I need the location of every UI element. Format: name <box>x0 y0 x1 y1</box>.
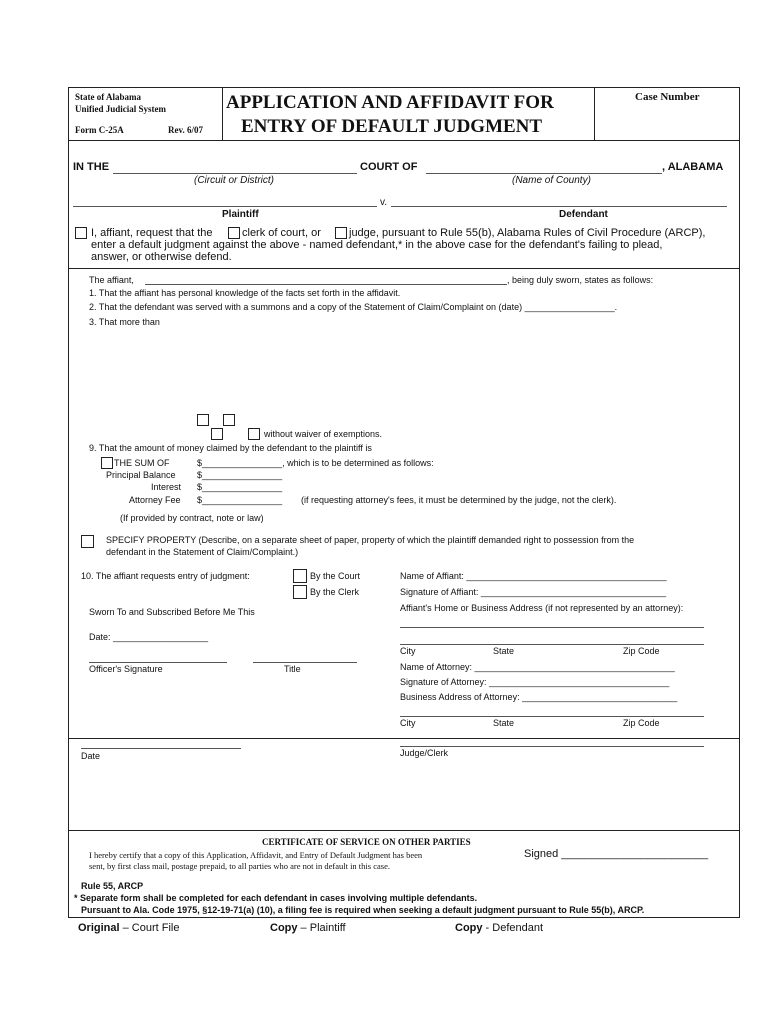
signature-of-affiant[interactable]: Signature of Affiant: _____________________________________ <box>400 587 667 597</box>
copy-plaintiff-label: Copy <box>270 922 298 934</box>
item-2: 2. That the defendant was served with a summons and a copy of the Statement of Claim/Complaint on (date) __________________. <box>89 302 618 312</box>
title-label: Title <box>284 664 301 674</box>
specify-property-line1: SPECIFY PROPERTY (Describe, on a separate sheet of paper, property of which the plaintiff demanded right to possession from the <box>106 535 635 545</box>
sworn-date-field[interactable]: Date: ___________________ <box>89 632 209 642</box>
signature-of-attorney[interactable]: Signature of Attorney: ____________________________________ <box>400 677 670 687</box>
court-type-field[interactable] <box>113 173 357 174</box>
without-waiver-checkbox[interactable] <box>248 428 260 440</box>
county-field[interactable] <box>426 173 662 174</box>
affiant-name-field[interactable] <box>145 284 507 285</box>
affiant-address-line2[interactable] <box>400 644 704 645</box>
judge-checkbox[interactable] <box>335 227 347 239</box>
request-part2: clerk of court, or <box>242 227 321 239</box>
attorney-fee-note: (if requesting attorney's fees, it must be determined by the judge, not the clerk). <box>301 495 617 505</box>
form-title-line2: ENTRY OF DEFAULT JUDGMENT <box>241 116 543 137</box>
principal-field[interactable]: $________________ <box>197 470 283 480</box>
certificate-line2: sent, by first class mail, postage prepaid, to all parties who are not in default in this case. <box>89 861 390 871</box>
affiant-request-checkbox[interactable] <box>75 227 87 239</box>
affiant-address-line1[interactable] <box>400 627 704 628</box>
original-label: Original <box>78 922 120 934</box>
business-address[interactable]: Business Address of Attorney: _______________________________ <box>400 692 678 702</box>
officer-signature-label: Officer's Signature <box>89 664 163 674</box>
option-checkbox-a[interactable] <box>197 414 209 426</box>
without-waiver-label: without waiver of exemptions. <box>264 429 383 439</box>
defendant-field[interactable] <box>391 206 727 207</box>
zip-label-2: Zip Code <box>623 718 660 728</box>
request-part1: I, affiant, request that the <box>91 227 213 239</box>
footer-note-2: Pursuant to Ala. Code 1975, §12-19-71(a) (10), a filing fee is required when seeking a default judgment pursuant to Rule 55(b), ARCP. <box>81 905 645 915</box>
section-divider-1 <box>68 268 740 269</box>
judgment-date-line[interactable] <box>81 748 241 749</box>
by-court-checkbox[interactable] <box>293 569 307 583</box>
in-the-label: IN THE <box>73 161 110 173</box>
city-label-2: City <box>400 718 416 728</box>
alabama-label: , ALABAMA <box>662 161 724 173</box>
state-label-1: State <box>493 646 515 656</box>
form-title-line1: APPLICATION AND AFFIDAVIT FOR <box>226 92 554 113</box>
clerk-of-court-checkbox[interactable] <box>228 227 240 239</box>
circuit-hint: (Circuit or District) <box>194 175 274 186</box>
option-checkbox-b[interactable] <box>223 414 235 426</box>
by-court-label: By the Court <box>310 571 361 581</box>
case-number-label: Case Number <box>635 91 700 103</box>
by-clerk-label: By the Clerk <box>310 587 360 597</box>
affiant-prefix: The affiant, <box>89 275 134 285</box>
name-of-attorney[interactable]: Name of Attorney: ________________________________________ <box>400 662 675 672</box>
attorney-fee-field[interactable]: $________________ <box>197 495 283 505</box>
zip-label: Zip Code <box>623 646 660 656</box>
certificate-title: CERTIFICATE OF SERVICE ON OTHER PARTIES <box>262 837 471 847</box>
state-label-2: State <box>493 718 515 728</box>
court-of-label: COURT OF <box>360 161 418 173</box>
defendant-label: Defendant <box>559 209 608 220</box>
principal-label: Principal Balance <box>106 470 176 480</box>
distribution-copy-defendant <box>455 922 543 934</box>
item-3: 3. That more than <box>89 317 160 327</box>
contract-note: (If provided by contract, note or law) <box>120 513 264 523</box>
city-label: City <box>400 646 416 656</box>
specify-property-line2: defendant in the Statement of Claim/Complaint.) <box>106 547 299 557</box>
system-label: Unified Judicial System <box>75 104 167 114</box>
request-part3: judge, pursuant to Rule 55(b), Alabama Rules of Civil Procedure (ARCP), <box>349 227 706 239</box>
case-number-field[interactable] <box>600 106 735 136</box>
section-divider-3 <box>68 830 740 831</box>
rule-label: Rule 55, ARCP <box>81 881 144 891</box>
by-clerk-checkbox[interactable] <box>293 585 307 599</box>
state-label: State of Alabama <box>75 92 141 102</box>
plaintiff-label: Plaintiff <box>222 209 259 220</box>
header-divider-right <box>594 87 595 140</box>
county-hint: (Name of County) <box>512 175 591 186</box>
request-line2: enter a default judgment against the above - named defendant,* in the above case for the defendant's failing to plead, <box>91 239 663 251</box>
name-of-affiant[interactable]: Name of Affiant: ________________________________________ <box>400 571 667 581</box>
sum-of-checkbox[interactable] <box>101 457 113 469</box>
distribution-original <box>78 922 179 934</box>
copy-defendant-label: Copy <box>455 922 483 934</box>
form-revision: Rev. 6/07 <box>168 125 203 135</box>
distribution-copy-plaintiff <box>270 922 346 934</box>
section-divider-2 <box>68 738 740 739</box>
certificate-signed[interactable]: Signed ________________________ <box>524 848 709 860</box>
specify-property-checkbox[interactable] <box>81 535 94 548</box>
copy-defendant-destination: - Defendant <box>482 922 544 934</box>
header-divider-left <box>222 87 223 140</box>
title-line[interactable] <box>253 662 357 663</box>
sum-of-value[interactable]: $________________, which is to be determined as follows: <box>197 458 434 468</box>
footer-note-1: * Separate form shall be completed for each defendant in cases involving multiple defendants. <box>74 893 478 903</box>
original-destination: – Court File <box>119 922 180 934</box>
plaintiff-field[interactable] <box>73 206 377 207</box>
item-9: 9. That the amount of money claimed by the defendant to the plaintiff is <box>89 443 372 453</box>
business-address-line2[interactable] <box>400 716 704 717</box>
judge-clerk-label: Judge/Clerk <box>400 748 449 758</box>
item-1: 1. That the affiant has personal knowledge of the facts set forth in the affidavit. <box>89 288 401 298</box>
item-10: 10. The affiant requests entry of judgment: <box>81 571 250 581</box>
option-checkbox-c[interactable] <box>211 428 223 440</box>
request-line3: answer, or otherwise defend. <box>91 251 232 263</box>
sworn-label: Sworn To and Subscribed Before Me This <box>89 607 255 617</box>
officer-signature-line[interactable] <box>89 662 227 663</box>
judge-clerk-line[interactable] <box>400 746 704 747</box>
form-number: Form C-25A <box>75 125 124 135</box>
sum-of-label: THE SUM OF <box>114 458 170 468</box>
copy-plaintiff-destination: – Plaintiff <box>297 922 346 934</box>
certificate-line1: I hereby certify that a copy of this Application, Affidavit, and Entry of Default Judgment has been <box>89 850 423 860</box>
affiant-address-label: Affiant's Home or Business Address (if not represented by an attorney): <box>400 603 684 613</box>
interest-field[interactable]: $________________ <box>197 482 283 492</box>
interest-label: Interest <box>151 482 182 492</box>
header-bottom-rule <box>68 140 740 141</box>
affiant-suffix: , being duly sworn, states as follows: <box>507 275 654 285</box>
versus-label: v. <box>380 197 388 208</box>
attorney-fee-label: Attorney Fee <box>129 495 181 505</box>
judgment-date-label: Date <box>81 751 101 761</box>
